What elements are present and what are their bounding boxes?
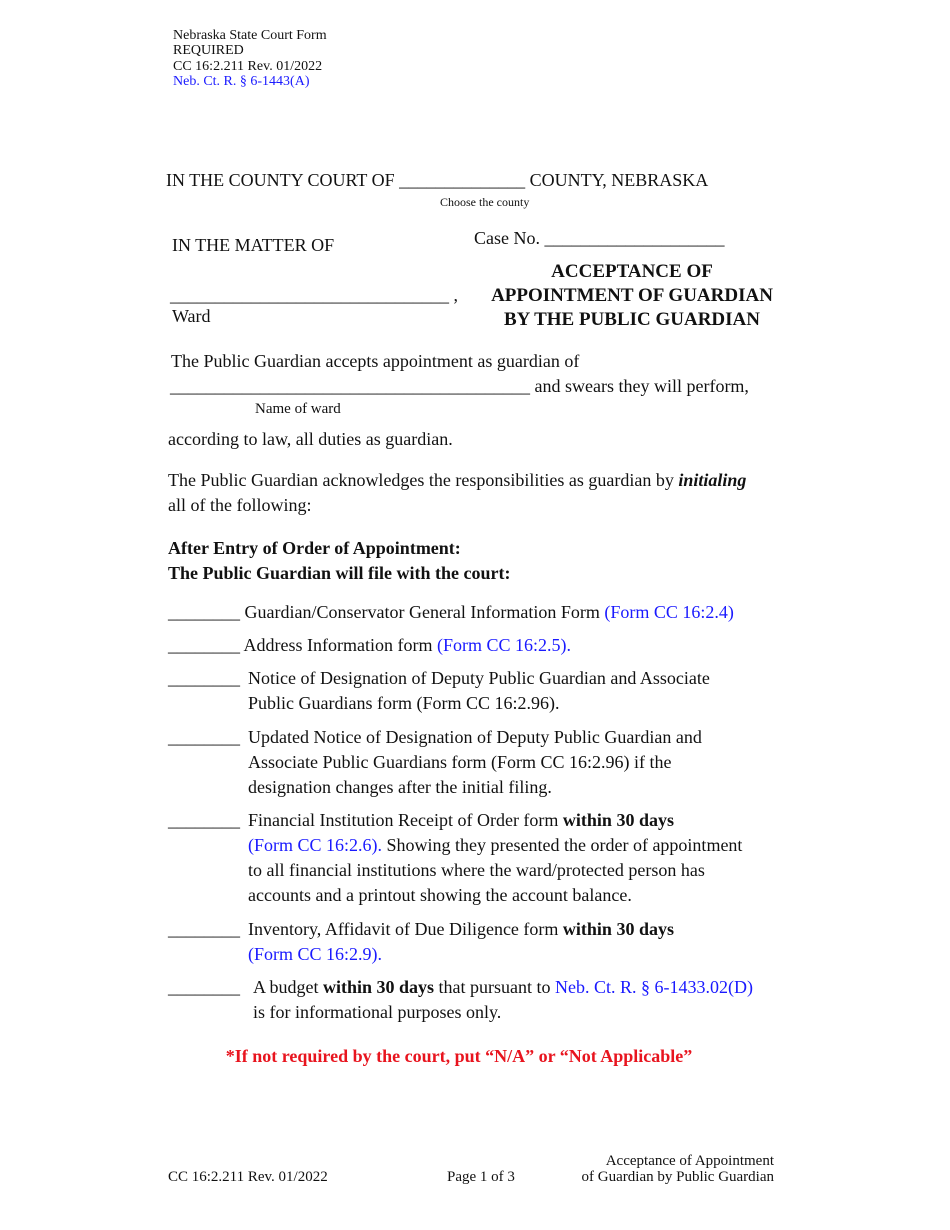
case-number [474,226,725,251]
initial-field-4[interactable]: ________ [168,727,240,747]
form-link-cc-16-2-5[interactable]: (Form CC 16:2.5). [436,635,571,655]
court-prefix: IN THE COUNTY COURT OF [166,170,395,190]
initial-field-3[interactable]: ________ [168,668,240,688]
section-heading-2: The Public Guardian will file with the court: [168,563,511,583]
item-6-deadline: within 30 days [562,919,674,939]
acknowledge-emphasis: initialing [678,470,747,490]
intro-line-3: according to law, all duties as guardian. [168,429,453,449]
initial-field-2[interactable]: ________ [168,635,240,655]
item-4-line-1: Updated Notice of Designation of Deputy Public Guardian and [248,727,702,747]
item-5-line-2 [248,833,742,858]
item-7-line-2: is for informational purposes only. [253,1002,502,1022]
item-7-mid: that pursuant to [438,977,551,997]
checklist-item-1 [168,600,734,625]
checklist-item-2 [168,633,571,658]
title-line-3: BY THE PUBLIC GUARDIAN [503,309,760,330]
form-link-cc-16-2-9[interactable]: (Form CC 16:2.9). [248,944,383,964]
ward-name-blank[interactable]: ________________________________________ [170,376,530,396]
item-5-line-3: to all financial institutions where the ward/protected person has [248,860,705,880]
acknowledge-prefix: The Public Guardian acknowledges the responsibilities as guardian by [168,470,674,490]
item-7-deadline: within 30 days [323,977,435,997]
acknowledge-line-1 [168,468,746,493]
item-7-line-1 [253,975,753,1000]
form-source: Nebraska State Court Form [173,28,327,43]
item-5-line-4: accounts and a printout showing the account balance. [248,885,632,905]
item-2-text: Address Information form [243,635,433,655]
item-4-line-2: Associate Public Guardians form (Form CC 16:2.96) if the [248,752,672,772]
footer-title-line-2: of Guardian by Public Guardian [581,1169,774,1185]
section-heading-1: After Entry of Order of Appointment: [168,538,461,558]
item-4-line-3: designation changes after the initial filing. [248,777,552,797]
acknowledge-line-2: all of the following: [168,495,312,515]
document-title [472,260,792,332]
initial-field-7[interactable]: ________ [168,977,240,997]
intro-line-1: The Public Guardian accepts appointment as guardian of [171,351,580,371]
title-line-2: APPOINTMENT OF GUARDIAN [491,285,773,306]
case-number-field[interactable]: ____________________ [544,228,725,248]
footer-title-line-1: Acceptance of Appointment [605,1153,774,1169]
item-5-deadline: within 30 days [562,810,674,830]
footer-page-number: Page 1 of 3 [447,1169,515,1185]
county-hint: Choose the county [440,195,530,209]
item-5-line-1 [248,808,674,833]
title-line-1: ACCEPTANCE OF [551,261,713,282]
item-1-text: Guardian/Conservator General Information Form [244,602,600,622]
rule-reference-link[interactable]: Neb. Ct. R. § 6-1443(A) [173,74,310,89]
swears-text: and swears they will perform, [534,376,749,396]
intro-line-2 [170,374,749,399]
item-5-line-2-text: Showing they presented the order of appointment [386,835,743,855]
ward-name-field[interactable]: _______________________________ , [170,285,458,305]
court-suffix: COUNTY, NEBRASKA [529,170,709,190]
not-applicable-notice: *If not required by the court, put “N/A” or “Not Applicable” [225,1046,693,1066]
form-link-cc-16-2-6[interactable]: (Form CC 16:2.6). [248,835,383,855]
form-number: CC 16:2.211 Rev. 01/2022 [173,59,323,74]
footer-title [560,1153,774,1185]
item-5-text: Financial Institution Receipt of Order form [248,810,559,830]
rule-link-6-1433-02d[interactable]: Neb. Ct. R. § 6-1433.02(D) [555,977,754,997]
ward-name-hint: Name of ward [255,401,341,417]
item-3-line-1: Notice of Designation of Deputy Public Guardian and Associate [248,668,710,688]
county-field[interactable]: ______________ [399,170,526,190]
initial-field-5[interactable]: ________ [168,810,240,830]
initial-field-6[interactable]: ________ [168,919,240,939]
initial-field-1[interactable]: ________ [168,602,240,622]
ward-label: Ward [172,306,211,326]
court-heading [166,168,708,193]
item-3-line-2: Public Guardians form (Form CC 16:2.96). [248,693,560,713]
form-required: REQUIRED [173,43,244,58]
case-number-label: Case No. [474,228,540,248]
item-7-text: A budget [253,977,319,997]
item-6-text: Inventory, Affidavit of Due Diligence form [248,919,559,939]
form-link-cc-16-2-4[interactable]: (Form CC 16:2.4) [604,602,734,622]
matter-of-label: IN THE MATTER OF [172,235,335,255]
item-6-line-1 [248,917,674,942]
footer-form-id: CC 16:2.211 Rev. 01/2022 [168,1169,328,1185]
